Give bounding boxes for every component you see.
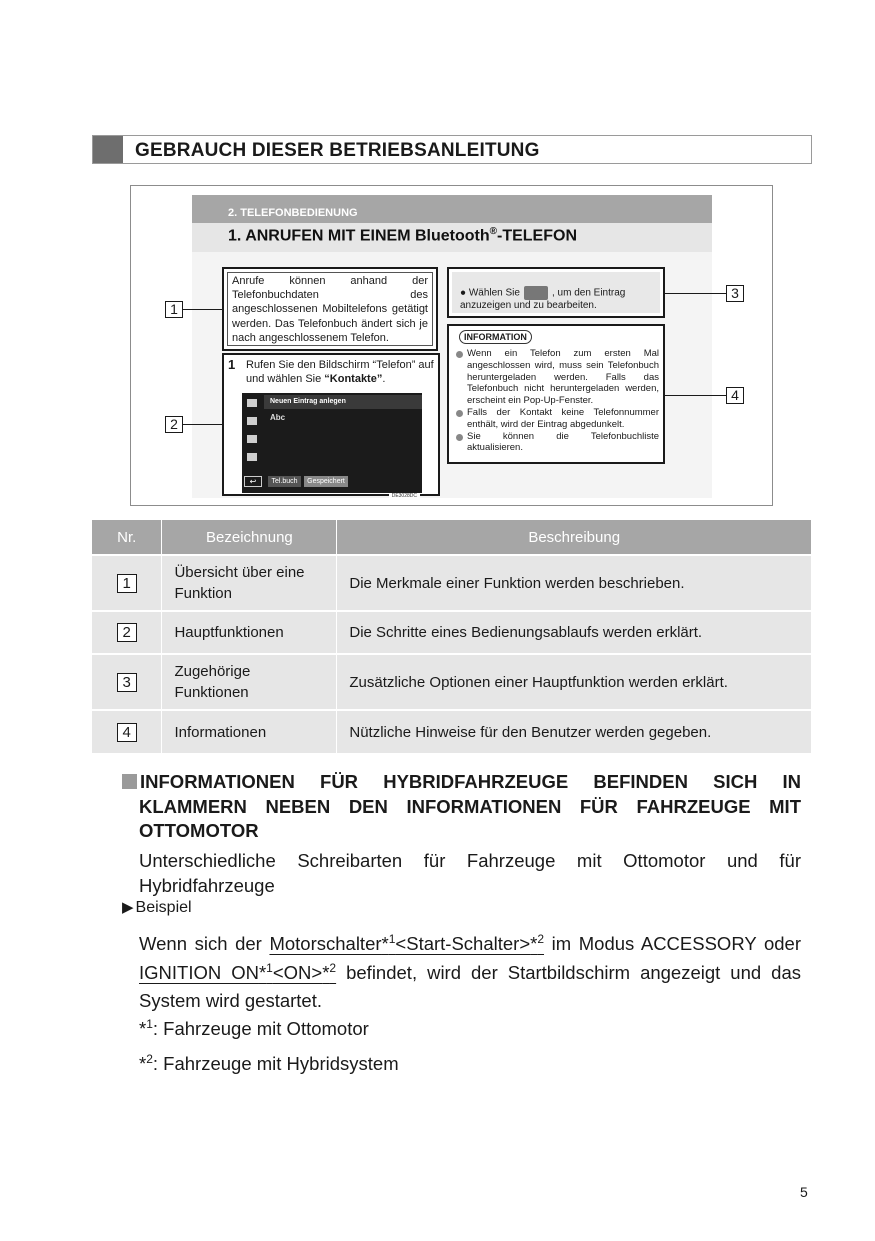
row-desc: Zusätzliche Optionen einer Hauptfunktion werden erklärt. (337, 654, 812, 710)
step-number: 1 (228, 357, 236, 372)
table-row (92, 611, 812, 654)
header-nr: Nr. (92, 520, 162, 555)
callout-1: 1 (165, 301, 183, 318)
sample-title: 1. ANRUFEN MIT EINEM Bluetooth®-TELEFON (228, 226, 577, 245)
footnote-1: *$^1$: Fahrzeuge mit Ottomotor (139, 1017, 369, 1039)
phone-icon (247, 399, 257, 407)
row-desc: Die Merkmale einer Funktion werden beschrieben. (337, 555, 812, 611)
row-number: 1 (117, 574, 137, 593)
row-name: Hauptfunktionen (162, 611, 337, 654)
table-header-row (92, 520, 812, 555)
table-row (92, 555, 812, 611)
hybrid-intro: Unterschiedliche Schreibarten für Fahrzeuge mit Ottomotor und für Hybridfahrzeuge (139, 850, 801, 896)
row-number: 2 (117, 623, 137, 642)
callout-3: 3 (726, 285, 744, 302)
step-text: Rufen Sie den Bildschirm “Telefon” auf und wählen Sie “Kontakte”. (246, 359, 434, 385)
entry-icons (374, 413, 402, 421)
overview-box (222, 267, 438, 351)
callout-line-4 (665, 395, 726, 396)
hybrid-heading (122, 770, 801, 844)
screen-image (242, 393, 422, 499)
main-function-box (222, 353, 440, 499)
sample-title-bar (192, 223, 712, 252)
triangle-icon: ▶ (122, 899, 134, 916)
callout-2: 2 (165, 416, 183, 433)
page-number: 5 (800, 1184, 808, 1200)
overview-text: Anrufe können anhand der Telefonbuchdaten des angeschlossenen Mobiltelefons getätigt werden. Das Telefonbuch ändert sich je nach angeschlossenem Telefon. (227, 272, 433, 346)
callout-line-3 (665, 293, 726, 294)
hybrid-heading-line: KLAMMERN NEBEN DEN INFORMATIONEN FÜR FAHRZEUGE MIT (139, 795, 801, 817)
heading-marker (122, 774, 137, 789)
callout-line-2 (183, 424, 222, 425)
related-text: ● Wählen Sie , um den Eintrag anzuzeigen und zu bearbeiten. (452, 272, 660, 313)
row-desc: Die Schritte eines Bedienungsablaufs werden erklärt. (337, 611, 812, 654)
callout-4: 4 (726, 387, 744, 404)
tab-saved: Gespeichert (304, 476, 348, 487)
table-row (92, 710, 812, 753)
table-row (92, 654, 812, 710)
legend-table (92, 520, 812, 753)
information-box (447, 324, 665, 464)
keypad-icon (247, 453, 257, 461)
back-icon: ↩ (244, 476, 262, 487)
example-text: Wenn sich der Motorschalter*$^1$<Start-Schalter>*$^2$ im Modus ACCESSORY oder IGNITION ON*$^1$<ON>*$^2$ befindet, wird der Startbildschirm angezeigt und das System wird gestartet. (139, 932, 801, 1011)
information-list (455, 348, 659, 454)
information-item: Sie können die Telefonbuchliste aktualisieren. (455, 431, 659, 455)
row-desc: Nützliche Hinweise für den Benutzer werden gegeben. (337, 710, 812, 753)
section-title: GEBRAUCH DIESER BETRIEBSANLEITUNG (135, 140, 540, 161)
section-header (92, 135, 812, 164)
row-name: Zugehörige Funktionen (162, 654, 337, 710)
new-entry-bar: Neuen Eintrag anlegen (264, 395, 422, 409)
information-badge: INFORMATION (459, 330, 532, 344)
sample-chapter: 2. TELEFONBEDIENUNG (228, 207, 358, 219)
edit-icon (524, 286, 548, 300)
row-name: Übersicht über eine Funktion (162, 555, 337, 611)
footnote-2: *$^2$: Fahrzeuge mit Hybridsystem (139, 1052, 399, 1074)
screen-tabs (242, 475, 422, 487)
information-item: Falls der Kontakt keine Telefonnummer enthält, wird der Eintrag abgedunkelt. (455, 407, 659, 431)
tab-phonebook: Tel.buch (268, 476, 301, 487)
sample-chapter-bar (192, 195, 712, 223)
related-function-box (447, 267, 665, 318)
row-number: 3 (117, 673, 137, 692)
callout-line-1 (183, 309, 222, 310)
contact-entry: Abc (270, 413, 286, 422)
history-icon (247, 435, 257, 443)
example-label: ▶ Beispiel (122, 899, 192, 916)
header-name: Bezeichnung (162, 520, 337, 555)
contacts-icon (247, 417, 257, 425)
information-item: Wenn ein Telefon zum ersten Mal angeschlossen wird, muss sein Telefonbuch heruntergeladen werden. Falls das Telefonbuch nicht heruntergeladen werden, erscheint ein Pop-Up-Fenster. (455, 348, 659, 407)
section-marker (93, 136, 123, 163)
hybrid-heading-line: INFORMATIONEN FÜR HYBRIDFAHRZEUGE BEFINDEN SICH IN (122, 770, 801, 795)
hybrid-heading-line: OTTOMOTOR (139, 820, 259, 841)
header-desc: Beschreibung (337, 520, 812, 555)
row-name: Informationen (162, 710, 337, 753)
row-number: 4 (117, 723, 137, 742)
image-code: DE3028DC (389, 493, 420, 499)
